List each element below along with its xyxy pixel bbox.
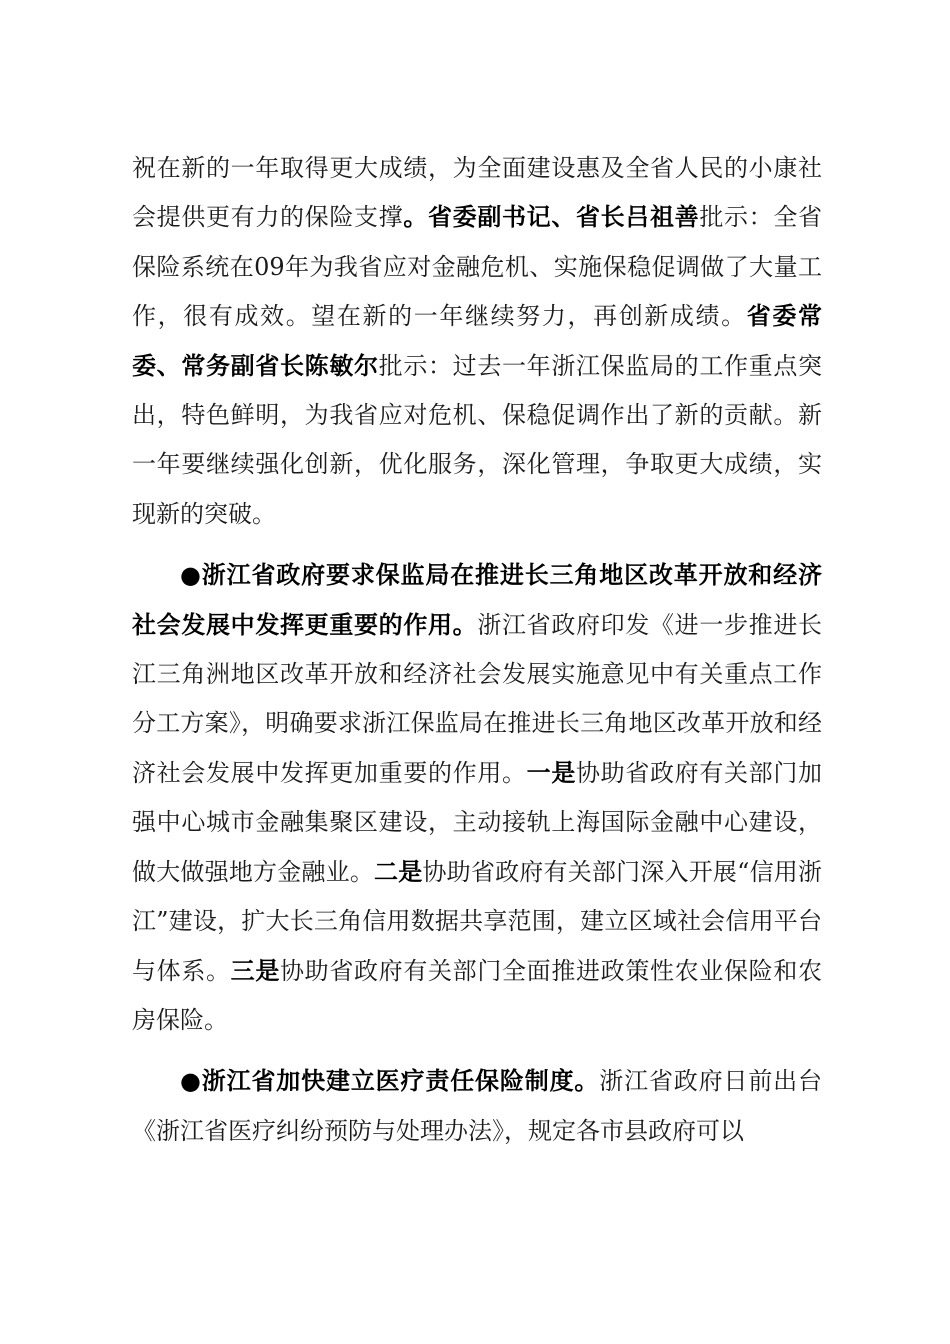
- bold-marker-second: 二是: [374, 857, 423, 886]
- text-span: 浙江省政府印发《进一步推进长江三角洲地区改革开放和经济社会发展实施意见中有关重点工作分工方案》，明确要求浙江保监局在推进长三角地区改革开放和经济社会发展中发挥更加重要的作用。: [132, 610, 823, 787]
- bold-marker-first: 一是: [526, 758, 577, 787]
- paragraph-instructions: [132, 144, 822, 539]
- text-span: 批示：过去一年浙江保监局的工作重点突出，特色鲜明，为我省应对危机、保稳促调作出了新的贡献。新一年要继续强化创新，优化服务，深化管理，争取更大成绩，实现新的突破。: [132, 351, 823, 528]
- document-body: [132, 144, 822, 1156]
- bold-text-vice-governor: 省委常委、常务副省长陈敏尔: [132, 302, 823, 380]
- bold-text-governor: 。省委副书记、省长吕祖善: [403, 203, 700, 232]
- text-span: 祝在新的一年取得更大成绩，为全面建设惠及全省人民的小康社会提供更有力的保险支撑: [132, 154, 822, 232]
- paragraph-medical-liability: [132, 1057, 822, 1156]
- text-span: 协助省政府有关部门加强中心城市金融集聚区建设，主动接轨上海国际金融中心建设，做大做强地方金融业。: [132, 758, 823, 886]
- paragraph-yangtze-delta: [132, 551, 822, 1045]
- section-heading-yangtze: ●浙江省政府要求保监局在推进长三角地区改革开放和经济社会发展中发挥更重要的作用。: [132, 561, 822, 639]
- text-span: 浙江省政府日前出台《浙江省医疗纠纷预防与处理办法》，规定各市县政府可以: [132, 1067, 822, 1145]
- section-heading-medical: ●浙江省加快建立医疗责任保险制度。: [180, 1067, 600, 1096]
- bold-marker-third: 三是: [230, 956, 281, 985]
- text-span: 批示：全省保险系统在09年为我省应对金融危机、实施保稳促调做了大量工作，很有成效。望在新的一年继续努力，再创新成绩。: [132, 203, 823, 331]
- text-span: 协助省政府有关部门全面推进政策性农业保险和农房保险。: [132, 956, 823, 1034]
- text-span: 协助省政府有关部门深入开展“信用浙江”建设，扩大长三角信用数据共享范围，建立区域社会信用平台与体系。: [132, 857, 823, 985]
